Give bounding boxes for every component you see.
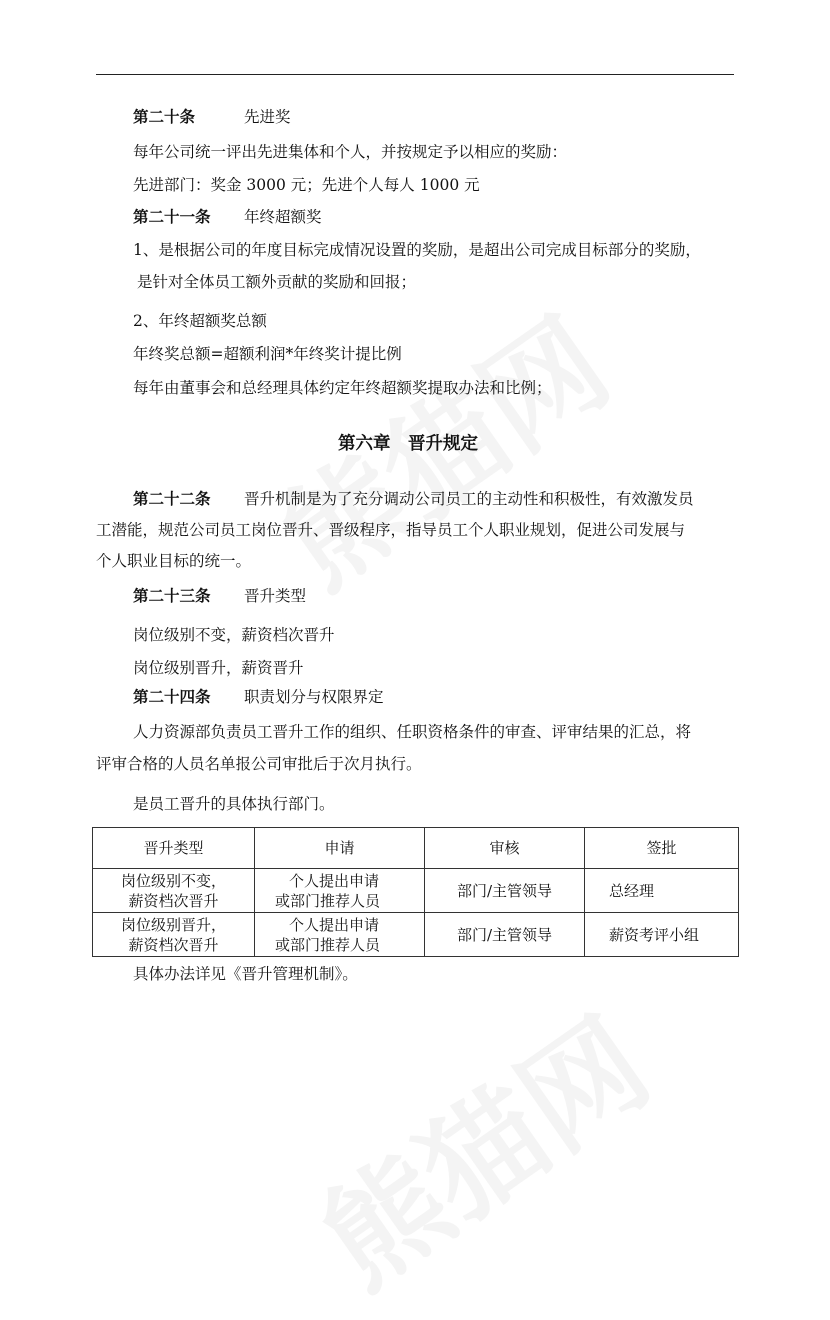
table-header-cell: 申请 [255,828,425,869]
article-24-line-2: 评审合格的人员名单报公司审批后于次月执行。 [96,755,422,773]
cell-line: 岗位级别不变， [120,871,226,890]
article-21-line-5: 每年由董事会和总经理具体约定年终超额奖提取办法和比例； [133,379,552,397]
article-23-line-2: 岗位级别晋升，薪资晋升 [133,659,304,677]
article-24-line-1: 人力资源部负责员工晋升工作的组织、任职资格条件的审查、评审结果的汇总，将 [133,723,692,741]
cell-line: 个人提出申请 [289,871,380,890]
article-22-line-2: 工潜能，规范公司员工岗位晋升、晋级程序，指导员工个人职业规划，促进公司发展与 [96,521,686,539]
article-21-line-2: 是针对全体员工额外贡献的奖励和回报； [137,273,417,291]
watermark-bottom [283,972,677,1319]
table-cell-type [93,869,255,913]
table-cell-type [93,913,255,957]
table-row [93,913,739,957]
promotion-table [92,827,739,957]
chapter-heading: 第六章 晋升规定 [338,434,478,454]
cell-line: 薪资档次晋升 [128,891,219,910]
table-cell-approve: 总经理 [585,869,739,913]
article-22-line-1: 晋升机制是为了充分调动公司员工的主动性和积极性，有效激发员 [244,490,694,508]
article-20-line-1: 每年公司统一评出先进集体和个人，并按规定予以相应的奖励： [133,143,568,161]
article-20-line-2: 先进部门：奖金 3000 元；先进个人每人 1000 元 [133,176,480,194]
article-21-title: 第二十一条 [133,207,211,226]
article-24-line-3: 是员工晋升的具体执行部门。 [133,795,335,813]
article-23-subtitle: 晋升类型 [244,587,307,605]
article-21-subtitle: 年终超额奖 [244,208,322,226]
article-24-subtitle: 职责划分与权限界定 [244,688,384,706]
cell-line: 薪资档次晋升 [128,935,219,954]
table-row [93,869,739,913]
article-20-subtitle: 先进奖 [244,108,291,126]
table-cell-apply [255,869,425,913]
table-cell-apply [255,913,425,957]
article-22-title: 第二十二条 [133,489,211,508]
cell-line: 岗位级别晋升， [120,915,226,934]
table-cell-approve: 薪资考评小组 [585,913,739,957]
article-21-line-4: 年终奖总额=超额利润*年终奖计提比例 [133,345,402,363]
cell-line: 或部门推荐人员 [275,891,381,910]
table-cell-review: 部门/主管领导 [425,913,585,957]
table-header-cell: 签批 [585,828,739,869]
article-22-line-3: 个人职业目标的统一。 [96,552,252,570]
article-24-title: 第二十四条 [133,687,211,706]
article-21-line-1: 1、是根据公司的年度目标完成情况设置的奖励，是超出公司完成目标部分的奖励， [133,241,701,259]
article-20-title: 第二十条 [133,107,196,126]
table-header-cell: 审核 [425,828,585,869]
table-cell-review: 部门/主管领导 [425,869,585,913]
cell-line: 个人提出申请 [289,915,380,934]
article-21-line-3: 2、年终超额奖总额 [133,312,267,330]
table-header-cell: 晋升类型 [93,828,255,869]
article-23-title: 第二十三条 [133,586,211,605]
header-rule [96,74,734,75]
cell-line: 或部门推荐人员 [275,935,381,954]
table-header-row [93,828,739,869]
footer-line: 具体办法详见《晋升管理机制》。 [133,965,358,983]
article-23-line-1: 岗位级别不变，薪资档次晋升 [133,626,335,644]
